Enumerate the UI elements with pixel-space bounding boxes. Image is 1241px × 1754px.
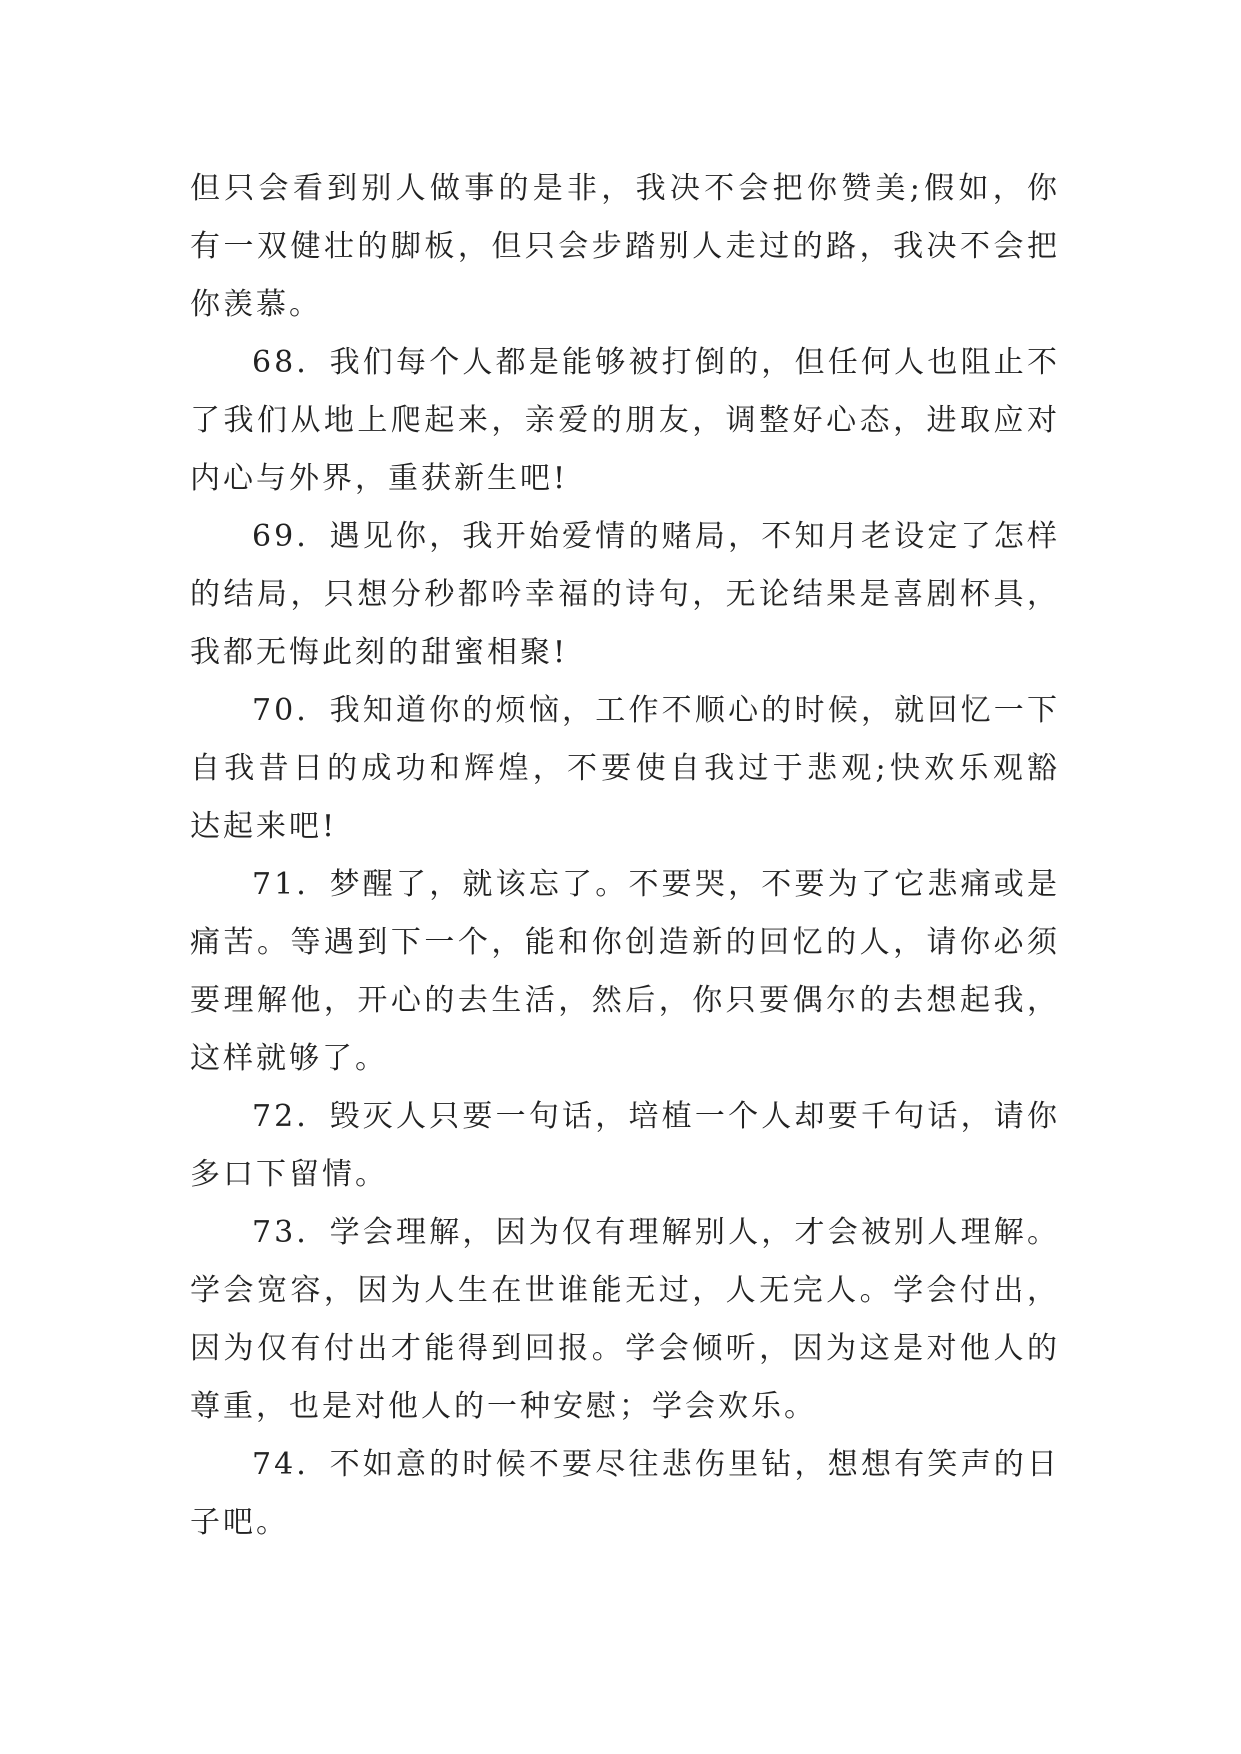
paragraph-68: 68．我们每个人都是能够被打倒的，但任何人也阻止不了我们从地上爬起来，亲爱的朋友，调整好心态，进取应对内心与外界，重获新生吧! — [190, 345, 1060, 496]
paragraph-73: 73．学会理解，因为仅有理解别人，才会被别人理解。学会宽容，因为人生在世谁能无过，人无完人。学会付出，因为仅有付出才能得到回报。学会倾听，因为这是对他人的尊重，也是对他人的一种安慰；学会欢乐。 — [190, 1215, 1060, 1424]
paragraph-69: 69．遇见你，我开始爱情的赌局，不知月老设定了怎样的结局，只想分秒都吟幸福的诗句，无论结果是喜剧杯具，我都无悔此刻的甜蜜相聚! — [190, 519, 1060, 670]
paragraph-continuation: 但只会看到别人做事的是非，我决不会把你赞美;假如，你有一双健壮的脚板，但只会步踏别人走过的路，我决不会把你羡慕。 — [190, 171, 1060, 322]
paragraph-72: 72．毁灭人只要一句话，培植一个人却要千句话，请你多口下留情。 — [190, 1099, 1060, 1192]
paragraph-71: 71．梦醒了，就该忘了。不要哭，不要为了它悲痛或是痛苦。等遇到下一个，能和你创造新的回忆的人，请你必须要理解他，开心的去生活，然后，你只要偶尔的去想起我，这样就够了。 — [190, 867, 1060, 1076]
document-body — [190, 160, 1060, 1552]
paragraph-74: 74．不如意的时候不要尽往悲伤里钻，想想有笑声的日子吧。 — [190, 1447, 1060, 1540]
paragraph-70: 70．我知道你的烦恼，工作不顺心的时候，就回忆一下自我昔日的成功和辉煌，不要使自我过于悲观;快欢乐观豁达起来吧! — [190, 693, 1060, 844]
